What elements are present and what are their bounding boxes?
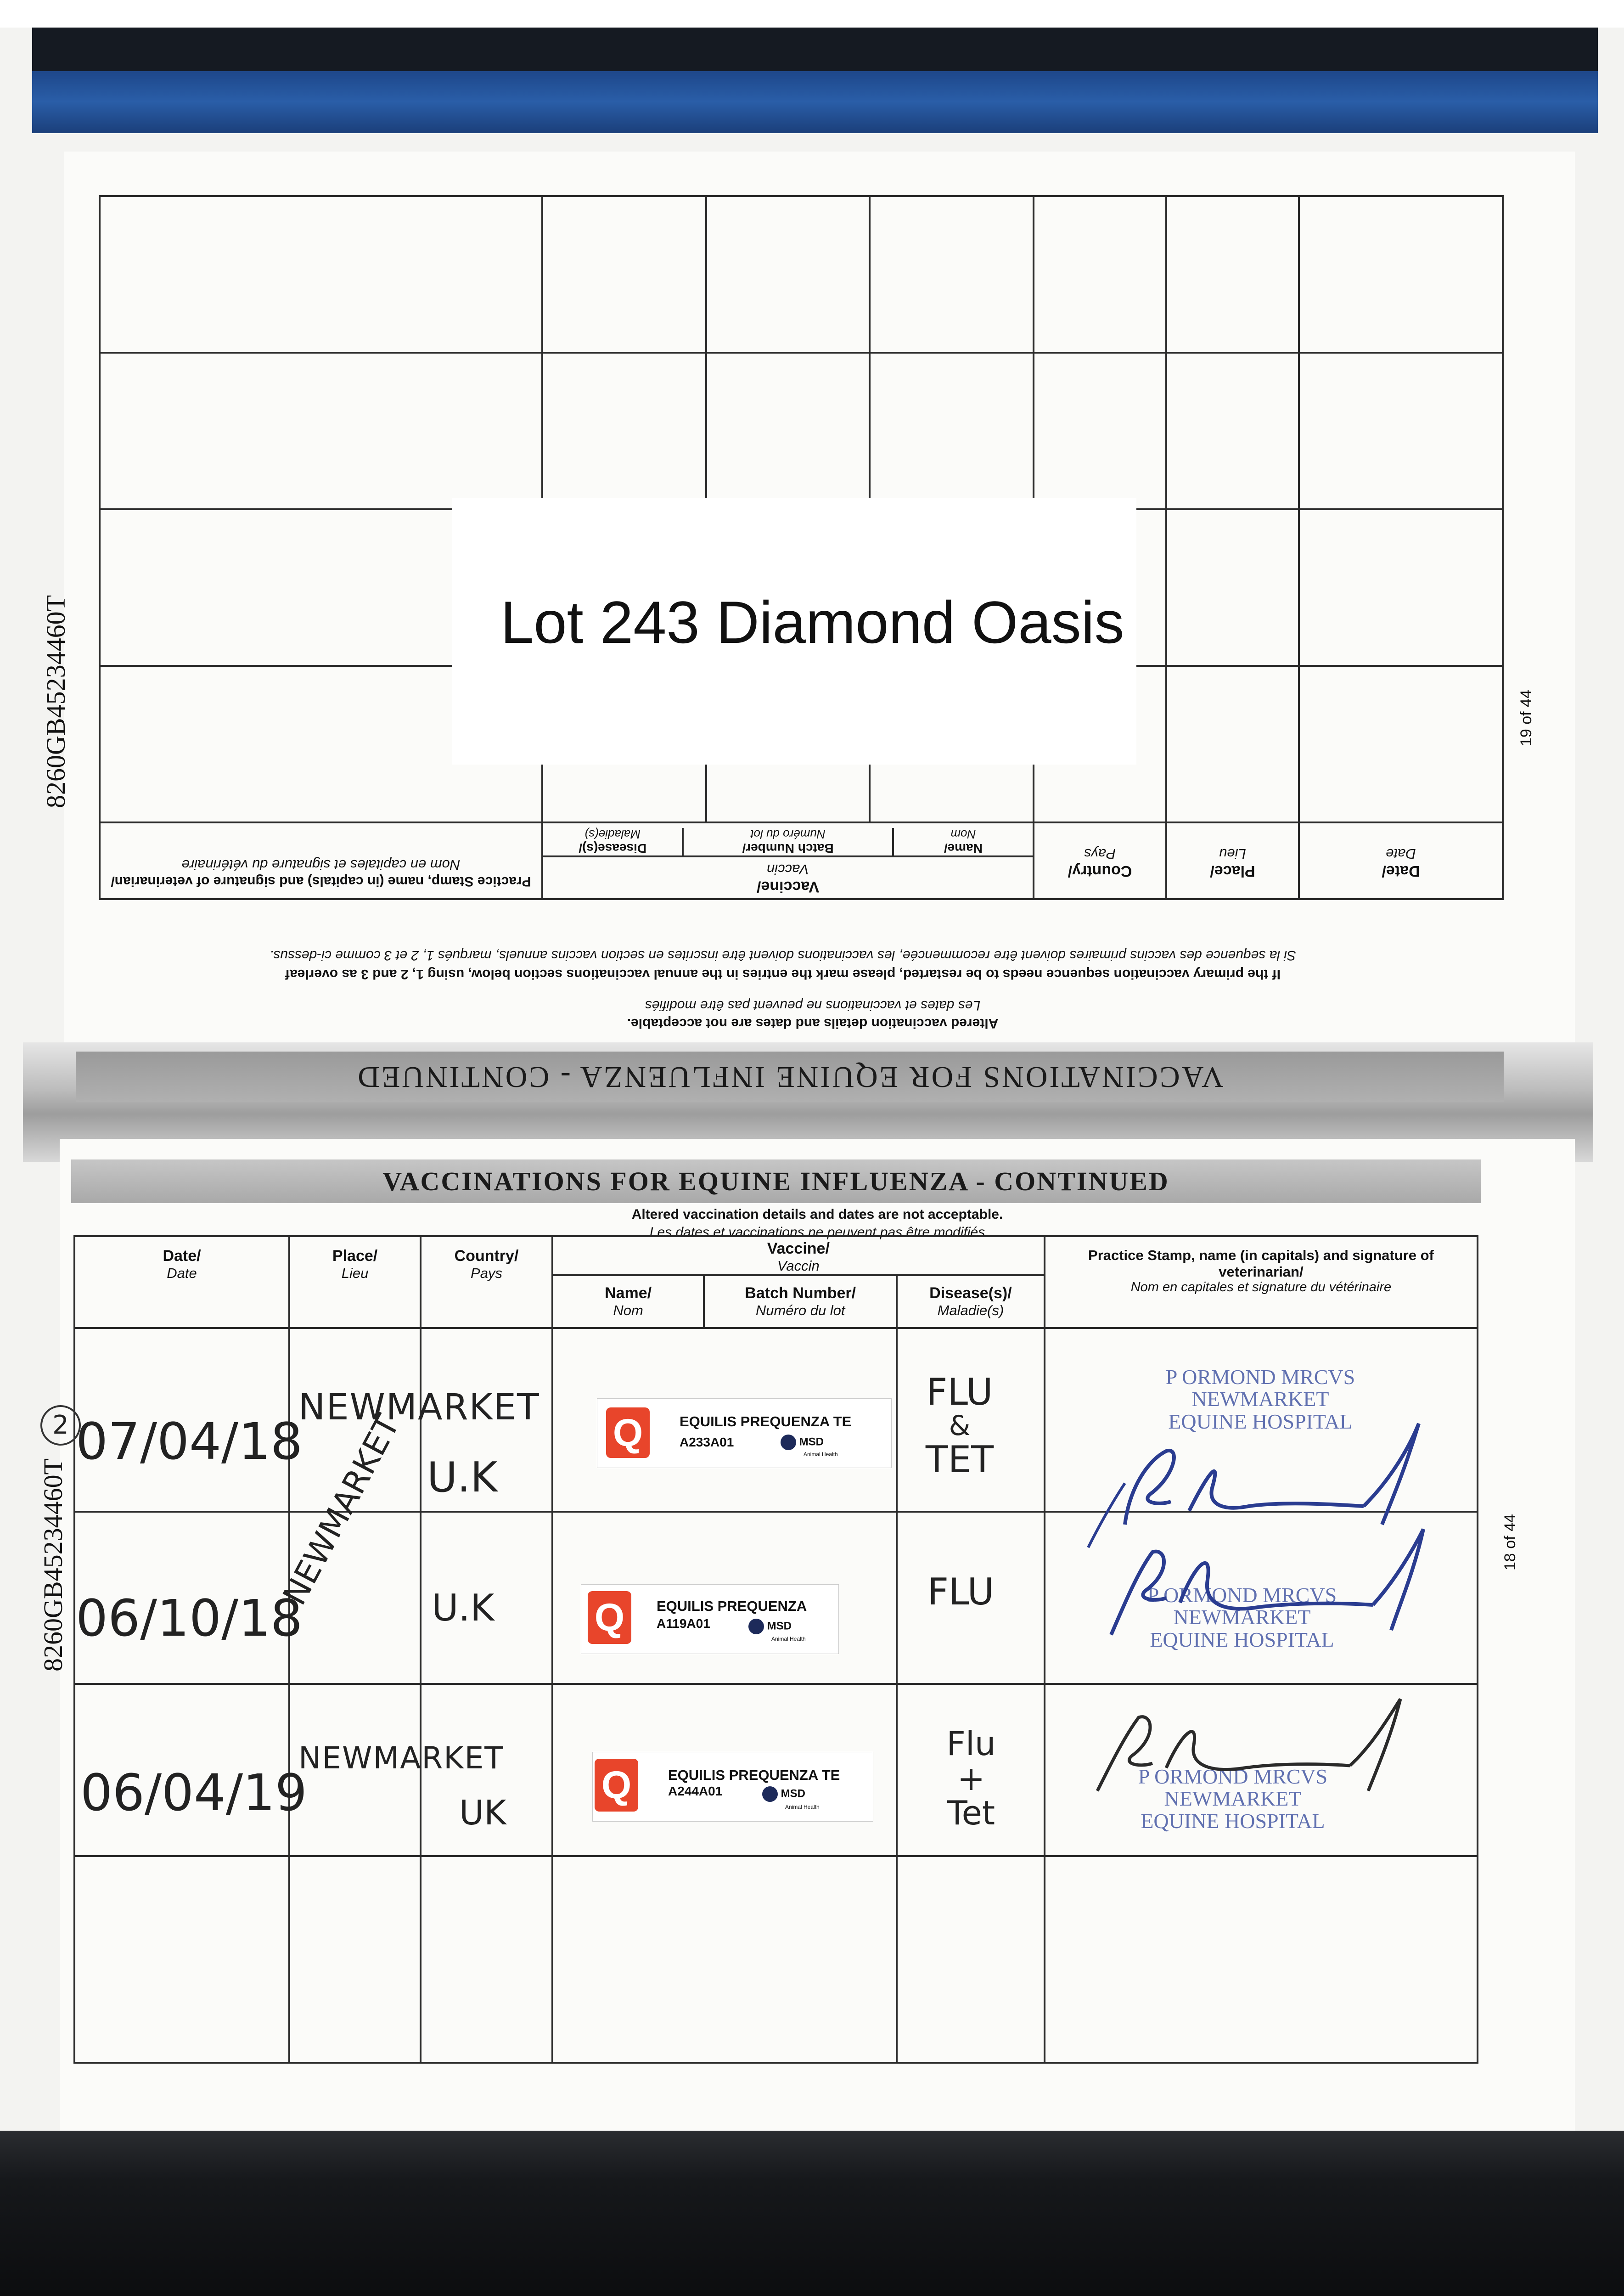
q-logo-icon: Q: [606, 1407, 650, 1458]
header-date: Date/ Date: [74, 1236, 289, 1328]
row2-signature: [1074, 1520, 1488, 1658]
upper-header-name: Name/ Nom: [892, 828, 1033, 855]
scan-top-margin: [0, 0, 1624, 28]
row2-place: NEWMARKET: [275, 1408, 407, 1611]
upper-instruction: If the primary vaccination sequence needs to be restarted, please mark the entries in the annual vaccinations section below, using 1, 2 and 3 as overleaf Si la sequence des vaccins primaires doivent être recommencée, les vaccinations doivent être inscrites en section vaccins annuels, marqués 1, 2 et 3 comme ci-dessus.: [269, 948, 1297, 982]
row1-vaccine-name: EQUILIS PREQUENZA TE: [680, 1413, 852, 1429]
row3-maker-sub: Animal Health: [785, 1804, 820, 1810]
row1-maker-logo: MSD: [781, 1435, 824, 1450]
row1-maker-sub: Animal Health: [804, 1451, 838, 1458]
row1-batch: A233A01: [680, 1435, 734, 1449]
msd-icon: [762, 1786, 778, 1802]
table-row: [74, 1856, 1478, 2063]
lower-banner: VACCINATIONS FOR EQUINE INFLUENZA - CONTINUED: [71, 1159, 1481, 1203]
upper-header-country: Country/ Pays: [1034, 822, 1166, 899]
upper-header-date: Date/ Date: [1299, 822, 1503, 899]
header-name: Name/ Nom: [552, 1275, 704, 1328]
row2-maker-logo: MSD: [748, 1619, 792, 1634]
row3-country: UK: [459, 1793, 506, 1833]
lower-notice: Altered vaccination details and dates are not acceptable. Les dates et vaccinations ne peuvent pas être modifiés: [631, 1207, 1003, 1240]
upper-header-batch: Batch Number/ Numéro du lot: [682, 828, 892, 855]
row1-country: U.K: [427, 1453, 498, 1502]
row3-vaccine-name: EQUILIS PREQUENZA TE: [668, 1767, 840, 1783]
header-place: Place/ Lieu: [289, 1236, 421, 1328]
row2-country: U.K: [432, 1587, 495, 1629]
row2-vaccine-name: EQUILIS PREQUENZA: [657, 1598, 807, 1614]
row3-practice-stamp: P ORMOND MRCVS NEWMARKET EQUINE HOSPITAL: [1138, 1765, 1328, 1833]
page-number-upper: 19 of 44: [1517, 690, 1535, 746]
row3-date: 06/04/19: [80, 1763, 308, 1822]
row1-practice-stamp: P ORMOND MRCVS NEWMARKET EQUINE HOSPITAL: [1165, 1365, 1355, 1433]
header-disease: Disease(s)/ Maladie(s): [897, 1275, 1045, 1328]
passport-id-lower: 8260GB45234460T: [38, 1458, 68, 1671]
row3-batch: A244A01: [668, 1784, 723, 1798]
row2-maker-sub: Animal Health: [771, 1636, 806, 1642]
restart-marker: 2: [40, 1405, 81, 1446]
upper-header-stamp: Practice Stamp, name (in capitals) and signature of veterinarian/ Nom en capitales et signature du vétérinaire: [100, 822, 542, 899]
msd-icon: [781, 1435, 796, 1450]
header-vaccine: Vaccine/ Vaccin: [552, 1236, 1045, 1275]
row3-maker-logo: MSD: [762, 1786, 805, 1802]
q-logo-icon: Q: [588, 1591, 631, 1644]
upper-header-disease: Disease(s)/ Maladie(s): [579, 827, 647, 856]
page-number-lower: 18 of 44: [1501, 1514, 1519, 1570]
row2-disease: FLU: [927, 1570, 995, 1613]
upper-banner: VACCINATIONS FOR EQUINE INFLUENZA - CONTINUED: [76, 1052, 1504, 1102]
q-logo-icon: Q: [595, 1759, 638, 1812]
upper-notice: Altered vaccination details and dates are not acceptable. Les dates et vaccinations ne peuvent pas être modifiés: [627, 998, 999, 1031]
row1-date: 07/04/18: [76, 1412, 303, 1471]
upper-header-vaccine: Vaccine/ Vaccin Name/ Nom Batch Number/ Numéro du lot Disease(s)/ Maladie(s): [542, 822, 1034, 899]
upper-header-place: Place/ Lieu: [1166, 822, 1299, 899]
row2-date: 06/10/18: [76, 1589, 303, 1648]
row3-place: NEWMARKET: [298, 1740, 504, 1776]
row1-place: NEWMARKET: [298, 1387, 540, 1428]
header-batch: Batch Number/ Numéro du lot: [704, 1275, 897, 1328]
row2-practice-stamp: P ORMOND MRCVS NEWMARKET EQUINE HOSPITAL: [1147, 1583, 1337, 1651]
row3-signature: [1070, 1690, 1437, 1809]
scan-bottom-band: [0, 2131, 1624, 2296]
row1-disease: FLU & TET: [925, 1371, 994, 1481]
row3-disease: Flu + Tet: [946, 1724, 996, 1833]
passport-id-upper: 8260GB45234460T: [41, 595, 71, 808]
scan-top-band-shadow: [32, 28, 1598, 71]
lot-label: Lot 243 Diamond Oasis: [500, 589, 1124, 656]
header-stamp: Practice Stamp, name (in capitals) and signature of veterinarian/ Nom en capitales et signature du vétérinaire: [1045, 1236, 1478, 1328]
header-country: Country/ Pays: [421, 1236, 552, 1328]
row2-batch: A119A01: [657, 1616, 710, 1631]
msd-icon: [748, 1619, 764, 1634]
